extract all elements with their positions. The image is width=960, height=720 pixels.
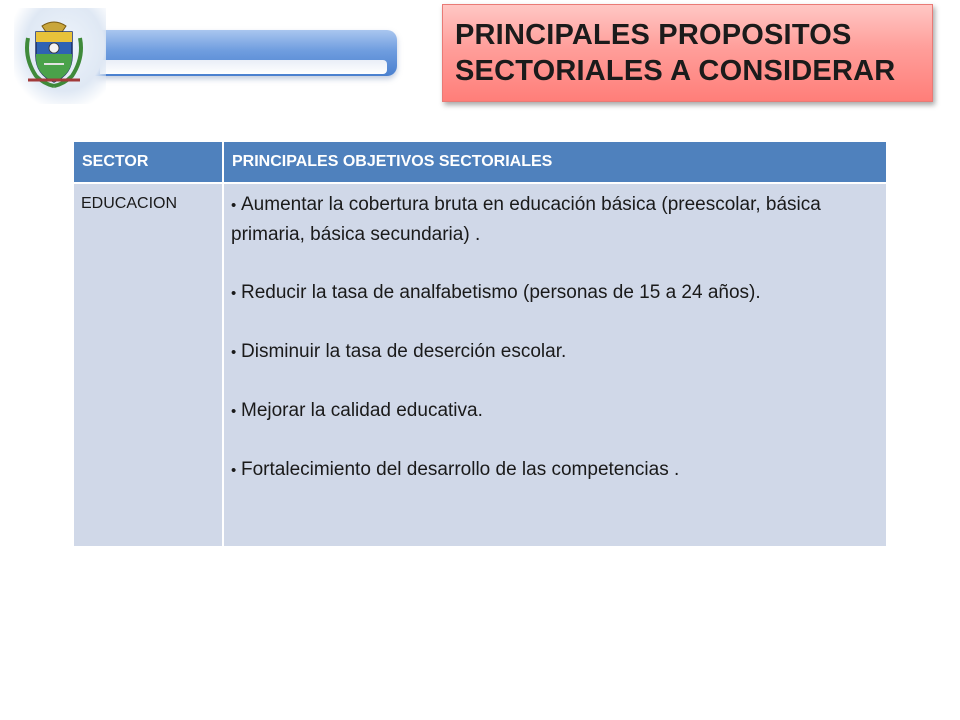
objective-text: Aumentar la cobertura bruta en educación básica (preescolar, básica primaria, básica secundaria) . — [231, 194, 821, 245]
bullet-icon: • — [231, 197, 237, 214]
sector-cell: EDUCACION — [73, 183, 223, 547]
objective-text: Fortalecimiento del desarrollo de las competencias . — [241, 459, 680, 480]
slide-title-line-2: SECTORIALES A CONSIDERAR — [455, 55, 896, 87]
column-header-objectives: PRINCIPALES OBJETIVOS SECTORIALES — [223, 141, 887, 183]
bullet-icon: • — [231, 403, 237, 420]
slide-title — [455, 17, 922, 89]
objectives-list — [231, 190, 878, 485]
bullet-icon: • — [231, 344, 237, 361]
table-header-row — [73, 141, 887, 183]
objective-item — [231, 396, 878, 426]
column-header-sector: SECTOR — [73, 141, 223, 183]
bullet-icon: • — [231, 462, 237, 479]
slide-title-line-1: PRINCIPALES PROPOSITOS — [455, 19, 852, 51]
sector-objectives-table — [72, 140, 888, 548]
objective-item — [231, 337, 878, 367]
objective-item — [231, 278, 878, 308]
objective-text: Mejorar la calidad educativa. — [241, 400, 483, 421]
slide-title-box — [442, 4, 933, 102]
header-decoration-strip — [100, 60, 387, 74]
objective-item — [231, 190, 878, 249]
bullet-icon: • — [231, 285, 237, 302]
objective-item — [231, 455, 878, 485]
objective-text: Disminuir la tasa de deserción escolar. — [241, 341, 567, 362]
table-row — [73, 183, 887, 547]
coat-of-arms-icon — [22, 18, 86, 90]
objective-text: Reducir la tasa de analfabetismo (personas de 15 a 24 años). — [241, 282, 761, 303]
objectives-cell — [223, 183, 887, 547]
